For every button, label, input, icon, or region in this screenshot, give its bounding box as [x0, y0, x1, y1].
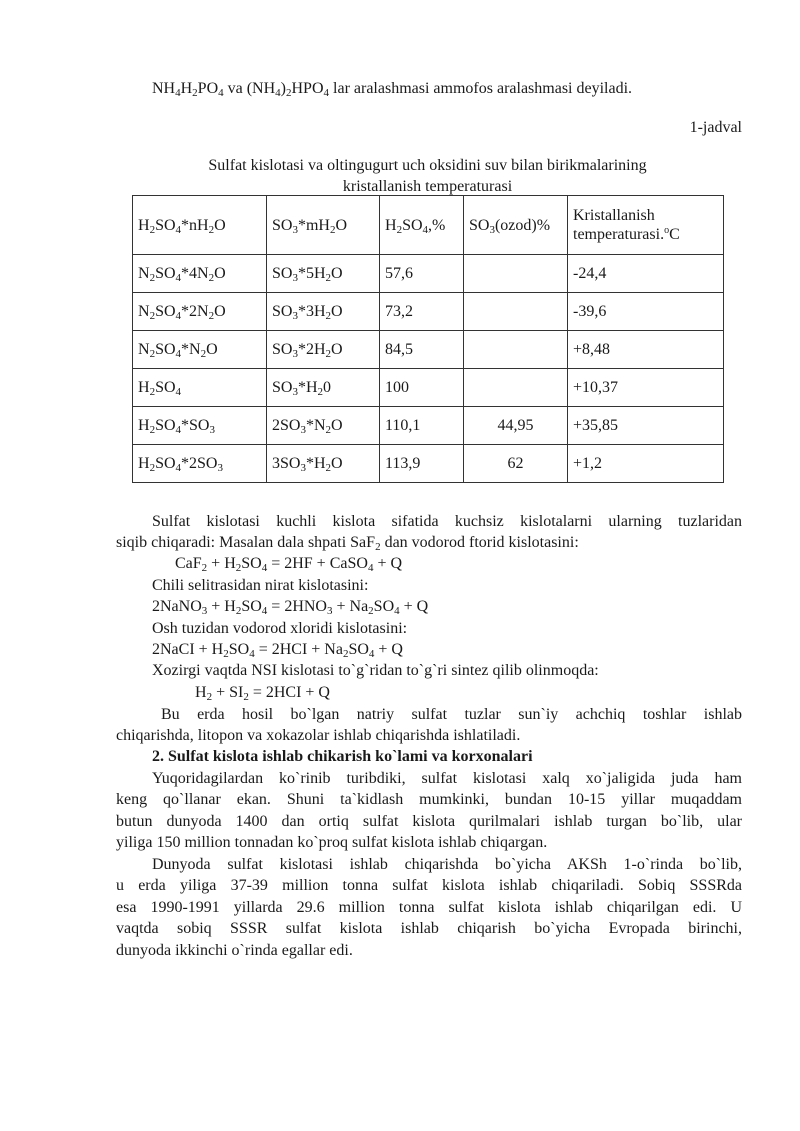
cell-h2so4-percent: 57,6	[380, 255, 464, 293]
cell-so3-free: 44,95	[464, 407, 568, 445]
equation-nano3: 2NaNO$_3$ + $H_2SO_4 = 2HNO_3 + Na_2SO_4 + Q$	[152, 598, 429, 617]
para4-line1: Dunyoda sulfat kislotasi ishlab chiqarishda bo`yicha AKSh 1-o`rinda bo`lib,	[152, 856, 742, 873]
para2-line2: chiqarishda, litopon va xokazolar ishlab chiqarishda ishlatiladi.	[116, 727, 521, 744]
para3-line3: butun dunyoda 1400 dan ortiq sulfat kislota qurilmalari ishlab turgan bo`lib, ular	[116, 813, 742, 830]
cell-h2so4-formula: $H_2SO_4*2SO_3$	[133, 445, 267, 483]
cell-so3-formula: $SO_3*5H_2O$	[267, 255, 380, 293]
cell-h2so4-percent: 84,5	[380, 331, 464, 369]
cell-crystallization-temp: -24,4	[568, 255, 724, 293]
header-so3-free: $SO_3(ozod)\%$	[464, 196, 568, 255]
cell-crystallization-temp: +8,48	[568, 331, 724, 369]
table-title-line2: kristallanish temperaturasi	[342, 178, 513, 195]
cell-h2so4-formula: $H_2SO_4*SO_3$	[133, 407, 267, 445]
para3-line1: Yuqoridagilardan ko`rinib turibdiki, sulfat kislotasi xalq xo`jaligida juda ham	[152, 770, 742, 787]
table-row	[133, 293, 724, 331]
cell-so3-free: 62	[464, 445, 568, 483]
crystallization-table	[132, 195, 724, 483]
cell-h2so4-formula: $H_2SO_4$	[133, 369, 267, 407]
header-h2so4-nh2o: $H_2SO_4*nH_2O$	[133, 196, 267, 255]
para4-line5: dunyoda ikkinchi o`rinda egallar edi.	[116, 942, 353, 959]
table-label: 1-jadval	[689, 119, 742, 136]
cell-h2so4-formula: $N_2SO_4*2N_2O$	[133, 293, 267, 331]
cell-crystallization-temp: +35,85	[568, 407, 724, 445]
line-osh: Osh tuzidan vodorod xloridi kislotasini:	[152, 620, 408, 637]
cell-so3-free	[464, 331, 568, 369]
cell-h2so4-percent: 100	[380, 369, 464, 407]
equation-nacl: 2NaCI + $H_2SO_4 = 2HCI + Na_2SO_4 + Q$	[152, 641, 403, 660]
table-row	[133, 407, 724, 445]
cell-h2so4-percent: 73,2	[380, 293, 464, 331]
table-row	[133, 255, 724, 293]
cell-so3-formula: $SO_3*3H_2O$	[267, 293, 380, 331]
equation-caf2: $CaF_2 + H_2SO_4 = 2HF$ + CaSO$_4$ + Q	[175, 555, 403, 574]
para3-line2: keng qo`llanar ekan. Shuni ta`kidlash mumkinki, bundan 10-15 yillar muqaddam	[116, 791, 742, 808]
cell-so3-formula: $SO_3*2H_2O$	[267, 331, 380, 369]
table-row	[133, 331, 724, 369]
line-xozirgi: Xozirgi vaqtda NSI kislotasi to`g`ridan to`g`ri sintez qilib olinmoqda:	[152, 662, 599, 679]
header-crystallization-temp: Kristallanish temperaturasi.$^o$C	[568, 196, 724, 255]
header-h2so4-percent: $H_2SO_4,\%$	[380, 196, 464, 255]
cell-so3-free	[464, 369, 568, 407]
line-chili: Chili selitrasidan nirat kislotasini:	[152, 577, 369, 594]
para4-line4: vaqtda sobiq SSSR sulfat kislota ishlab chiqarish bo`yicha Evropada birinchi,	[116, 920, 742, 937]
cell-h2so4-formula: $N_2SO_4*N_2O$	[133, 331, 267, 369]
table-row	[133, 445, 724, 483]
para4-line2: u erda yiliga 37-39 million tonna sulfat kislota ishlab chiqariladi. Sobiq SSSRda	[116, 877, 742, 894]
cell-crystallization-temp: +1,2	[568, 445, 724, 483]
equation-h2: $H_2 + SI_2 = 2HCI + Q$	[195, 684, 330, 703]
header-so3-mh2o: $SO_3*mH_2O$	[267, 196, 380, 255]
cell-so3-free	[464, 293, 568, 331]
intro-line: $NH_4H_2PO_4$ va $(NH_4)_2HPO_4$ lar aralashmasi ammofos aralashmasi deyiladi.	[152, 80, 633, 99]
cell-so3-formula: $SO_3*H_20$	[267, 369, 380, 407]
cell-so3-formula: $3SO_3*H_2O$	[267, 445, 380, 483]
para1-line2: siqib chiqaradi: Masalan dala shpati SaF$_2$ dan vodorod ftorid kislotasini:	[116, 534, 579, 553]
cell-h2so4-percent: 110,1	[380, 407, 464, 445]
cell-so3-formula: $2SO_3*N_2O$	[267, 407, 380, 445]
cell-crystallization-temp: +10,37	[568, 369, 724, 407]
cell-h2so4-percent: 113,9	[380, 445, 464, 483]
section-heading: 2. Sulfat kislota ishlab chikarish ko`lami va korxonalari	[152, 748, 533, 765]
cell-h2so4-formula: $N_2SO_4*4N_2O$	[133, 255, 267, 293]
para1-line1: Sulfat kislotasi kuchli kislota sifatida kuchsiz kislotalarni ularning tuzlaridan	[152, 513, 742, 530]
para4-line3: esa 1990-1991 yillarda 29.6 million tonna sulfat kislota ishlab chiqarilgan edi. U	[116, 899, 742, 916]
table-header-row	[133, 196, 724, 255]
para2-line1: Bu erda hosil bo`lgan natriy sulfat tuzlar sun`iy achchiq toshlar ishlab	[161, 706, 742, 723]
para3-line4: yiliga 150 million tonnadan ko`proq sulfat kislota ishlab chiqargan.	[116, 834, 548, 851]
table-row	[133, 369, 724, 407]
cell-so3-free	[464, 255, 568, 293]
table-title-line1: Sulfat kislotasi va oltingugurt uch oksidini suv bilan birikmalarining	[208, 157, 647, 174]
cell-crystallization-temp: -39,6	[568, 293, 724, 331]
